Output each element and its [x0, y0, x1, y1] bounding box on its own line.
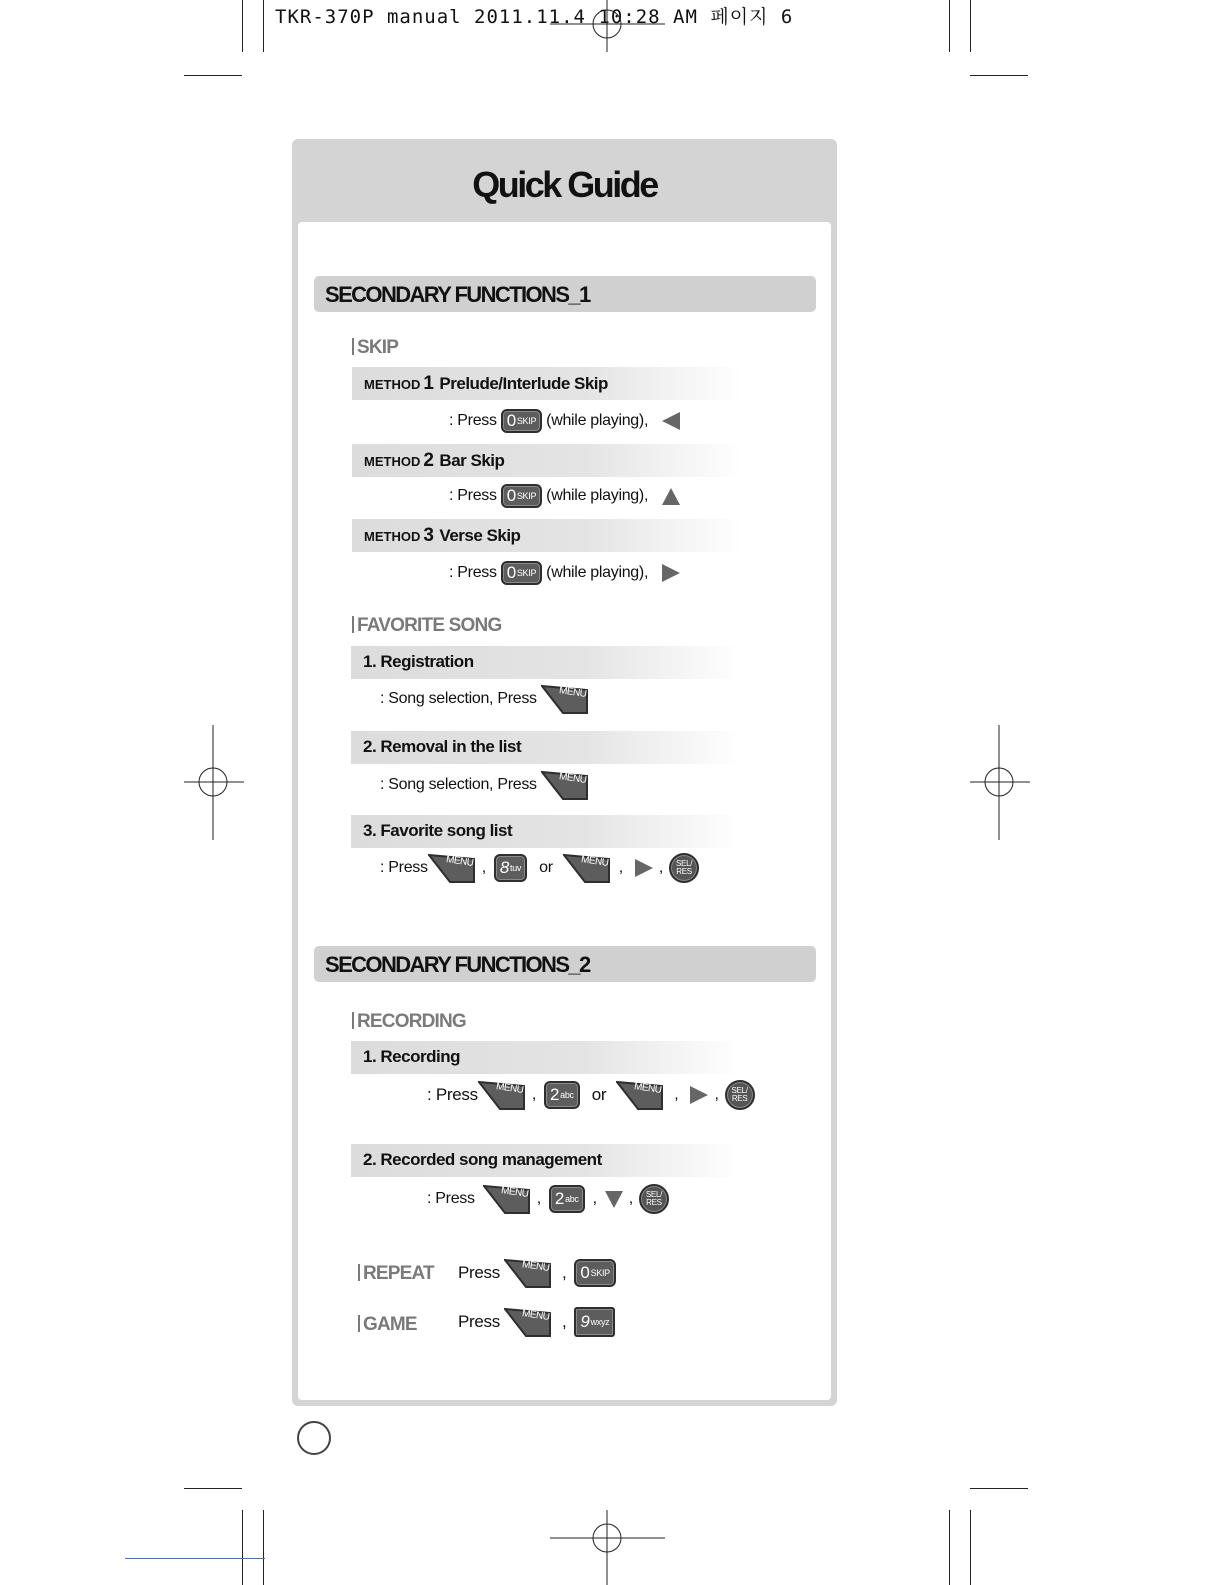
section-title: SECONDARY FUNCTIONS_1	[325, 282, 590, 307]
section-title: SECONDARY FUNCTIONS_2	[325, 952, 590, 977]
item-band: 2. Recorded song management	[351, 1144, 741, 1177]
skip-key: 0 SKIP	[574, 1259, 615, 1287]
menu-key-icon: MENU	[541, 684, 589, 714]
game-instruction: Press MENU , 9 wxyz	[458, 1307, 615, 1337]
crop-mark	[184, 1488, 242, 1489]
print-header: TKR-370P manual 2011.11.4 10:28 AM 페이지 6	[275, 6, 794, 28]
right-arrow-icon	[662, 564, 680, 582]
crop-mark	[970, 1510, 971, 1585]
number-key: 2 abc	[544, 1081, 580, 1109]
number-key: 9 wxyz	[574, 1307, 615, 1337]
section-header	[314, 276, 816, 312]
crop-mark	[949, 0, 950, 52]
item-instruction: : Song selection, Press MENU	[380, 684, 589, 714]
menu-key-icon: MENU	[478, 1080, 526, 1110]
skip-key: 0 SKIP	[501, 484, 542, 508]
registration-mark-icon	[970, 725, 1030, 840]
sel-res-key-icon: SEL/ RES	[639, 1184, 669, 1214]
crop-mark	[970, 0, 971, 52]
registration-mark-icon	[550, 1510, 665, 1585]
number-key: 8 tuv	[494, 854, 527, 882]
item-band: 3. Favorite song list	[351, 815, 741, 848]
recording-heading: RECORDING	[352, 1011, 466, 1033]
page-title: Quick Guide	[472, 164, 657, 205]
sel-res-key-icon: SEL/ RES	[669, 853, 699, 883]
menu-key-icon: MENU	[504, 1307, 552, 1337]
down-arrow-icon	[605, 1191, 623, 1208]
section-header	[314, 946, 816, 982]
crop-mark	[263, 0, 264, 52]
sel-res-key-icon: SEL/ RES	[725, 1080, 755, 1110]
method-instruction: : Press 0 SKIP (while playing),	[449, 561, 680, 585]
repeat-instruction: Press MENU , 0 SKIP	[458, 1258, 616, 1288]
method-band: METHOD 2 Bar Skip	[352, 444, 742, 477]
link-underline	[125, 1558, 265, 1559]
menu-key-icon: MENU	[616, 1080, 664, 1110]
crop-mark	[970, 1488, 1028, 1489]
registration-mark-icon	[550, 0, 665, 55]
repeat-heading: REPEAT	[358, 1263, 434, 1285]
method-instruction: : Press 0 SKIP (while playing),	[449, 409, 680, 433]
right-arrow-icon	[690, 1086, 708, 1104]
up-arrow-icon	[662, 488, 680, 505]
right-arrow-icon	[635, 859, 653, 877]
skip-heading: SKIP	[352, 337, 398, 359]
crop-mark	[263, 1510, 264, 1585]
menu-key-icon: MENU	[428, 853, 476, 883]
item-instruction: : Press MENU , 2 abc , , SEL/ RES	[427, 1184, 669, 1214]
left-arrow-icon	[662, 412, 680, 430]
item-band: 1. Registration	[351, 646, 741, 679]
item-instruction: : Press MENU , 2 abc or MENU , , SEL/ RES	[427, 1080, 755, 1110]
crop-mark	[970, 75, 1028, 76]
item-instruction: : Press MENU , 8 tuv or MENU , , SEL/ RES	[380, 853, 699, 883]
method-instruction: : Press 0 SKIP (while playing),	[449, 484, 680, 508]
method-band: METHOD 3 Verse Skip	[352, 519, 742, 552]
item-instruction: : Song selection, Press MENU	[380, 770, 589, 800]
skip-key: 0 SKIP	[501, 561, 542, 585]
favorite-song-heading: FAVORITE SONG	[352, 615, 501, 637]
skip-key: 0 SKIP	[501, 409, 542, 433]
method-band: METHOD 1 Prelude/Interlude Skip	[352, 367, 742, 400]
menu-key-icon: MENU	[504, 1258, 552, 1288]
registration-mark-icon	[184, 725, 244, 840]
menu-key-icon: MENU	[483, 1184, 531, 1214]
item-band: 1. Recording	[351, 1041, 741, 1074]
number-key: 2 abc	[549, 1185, 585, 1213]
crop-mark	[949, 1510, 950, 1585]
menu-key-icon: MENU	[563, 853, 611, 883]
menu-key-icon: MENU	[541, 770, 589, 800]
crop-mark	[242, 0, 243, 52]
item-band: 2. Removal in the list	[351, 731, 741, 764]
game-heading: GAME	[358, 1314, 417, 1336]
crop-mark	[184, 75, 242, 76]
page-number-circle	[297, 1421, 331, 1455]
crop-mark	[242, 1510, 243, 1585]
